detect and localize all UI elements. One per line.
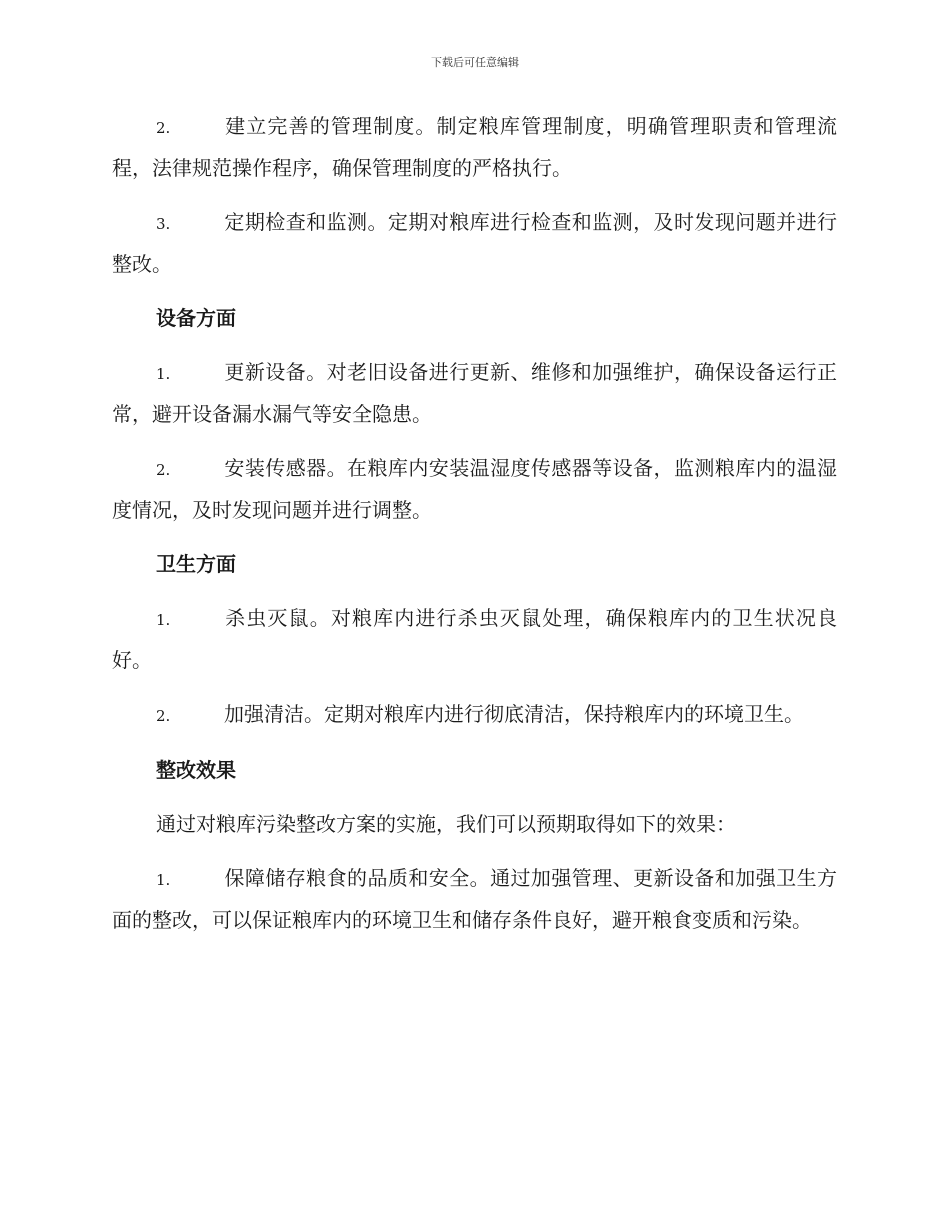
list-number: 2. bbox=[156, 461, 171, 479]
list-number: 1. bbox=[156, 365, 171, 383]
list-item bbox=[112, 352, 837, 434]
section-heading-equipment: 设备方面 bbox=[156, 306, 236, 330]
list-item bbox=[112, 598, 837, 680]
list-number: 1. bbox=[156, 611, 171, 629]
list-number: 2. bbox=[156, 707, 171, 725]
page-header: 下载后可任意编辑 bbox=[431, 56, 519, 69]
list-text: 更新设备。对老旧设备进行更新、维修和加强维护，确保设备运行正常，避开设备漏水漏气等安全隐患。 bbox=[112, 360, 837, 426]
list-number: 3. bbox=[156, 215, 171, 233]
list-item bbox=[112, 448, 837, 530]
list-number: 2. bbox=[156, 119, 171, 137]
list-text: 加强清洁。定期对粮库内进行彻底清洁，保持粮库内的环境卫生。 bbox=[224, 702, 804, 726]
list-number: 1. bbox=[156, 871, 171, 889]
document-body bbox=[112, 106, 837, 954]
list-text: 定期检查和监测。定期对粮库进行检查和监测，及时发现问题并进行整改。 bbox=[112, 210, 837, 276]
list-item bbox=[112, 858, 837, 940]
intro-paragraph: 通过对粮库污染整改方案的实施，我们可以预期取得如下的效果： bbox=[156, 812, 736, 836]
list-item bbox=[112, 106, 837, 188]
list-text: 安装传感器。在粮库内安装温湿度传感器等设备，监测粮库内的温湿度情况，及时发现问题并进行调整。 bbox=[112, 456, 837, 522]
section-heading-effects: 整改效果 bbox=[156, 758, 236, 782]
list-text: 建立完善的管理制度。制定粮库管理制度，明确管理职责和管理流程，法律规范操作程序，确保管理制度的严格执行。 bbox=[112, 114, 837, 180]
list-text: 杀虫灭鼠。对粮库内进行杀虫灭鼠处理，确保粮库内的卫生状况良好。 bbox=[112, 606, 837, 672]
section-heading-hygiene: 卫生方面 bbox=[156, 552, 236, 576]
list-text: 保障储存粮食的品质和安全。通过加强管理、更新设备和加强卫生方面的整改，可以保证粮库内的环境卫生和储存条件良好，避开粮食变质和污染。 bbox=[112, 866, 837, 932]
list-item bbox=[112, 694, 837, 736]
list-item bbox=[112, 202, 837, 284]
